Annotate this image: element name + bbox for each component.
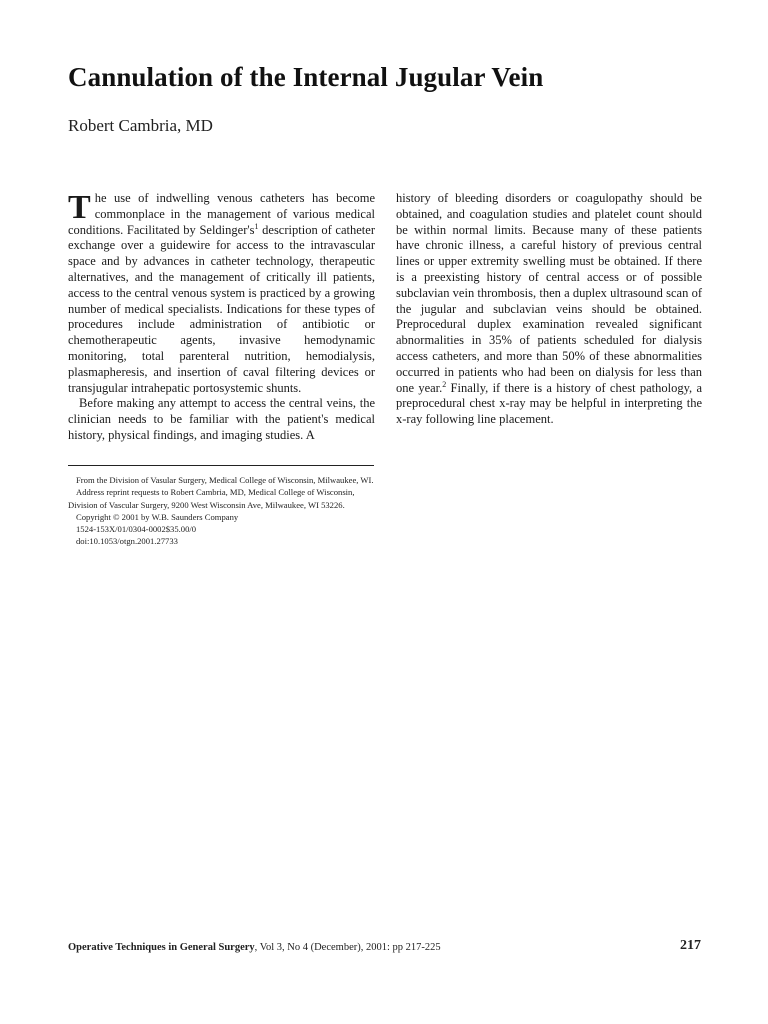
journal-name: Operative Techniques in General Surgery: [68, 942, 255, 953]
footnote-affiliation: From the Division of Vasular Surgery, Medical College of Wisconsin, Milwaukee, WI.: [76, 475, 374, 485]
paragraph-preparation-start: Before making any attempt to access the central veins, the clinician needs to be familiar with the patient's medical history, physical findings, and imaging studies. A: [68, 396, 375, 442]
author-name: Robert Cambria, MD: [68, 116, 213, 135]
article-title: Cannulation of the Internal Jugular Vein: [68, 62, 544, 92]
drop-cap: T: [68, 189, 91, 226]
footnote-divider: [68, 465, 374, 466]
footnote-copyright: Copyright © 2001 by W.B. Saunders Company: [76, 511, 239, 522]
footnote-block: [68, 474, 375, 548]
page-number: 217: [680, 938, 701, 953]
paragraph-intro-text-a: he use of indwelling venous catheters has become commonplace in the management of various medical conditions. Facilitated by Seldinger's: [68, 191, 375, 237]
footnote-issn: 1524-153X/01/0304-0002$35.00/0: [76, 524, 197, 535]
footnote-reprint: Address reprint requests to Robert Cambria, MD, Medical College of Wisconsin, Division of Vascular Surgery, 9200 West Wisconsin Ave, Milwaukee, WI 53226.: [68, 487, 355, 510]
reference-superscript: 1: [254, 221, 259, 231]
footnote-doi: doi:10.1053/otgn.2001.27733: [76, 536, 178, 547]
paragraph-preparation-text-b: history of bleeding disorders or coagulopathy should be obtained, and coagulation studies and platelet count should be within normal limits. Because many of these patients have chronic illness, a careful history of previous central lines or upper extremity swelling must be obtained. If there is a preexisting history of central access or of possible subclavian vein thrombosis, then a duplex ultrasound scan of the jugular and subclavian veins should be obtained. Preprocedural duplex examination revealed significant abnormalities in 35% of patients scheduled for dialysis access catheters, and more than 50% of these abnormalities occurred in patients who had been on dialysis for less than one year.: [396, 191, 702, 395]
reference-superscript: 2: [442, 379, 447, 389]
paragraph-intro-text-b: description of catheter exchange over a guidewire for access to the intravascular space and by advances in catheter technology, therapeutic alternatives, and the management of critically ill patients, access to the central venous system is practiced by a growing number of medical specialists. Indications for these types of procedures include administration of antibiotic or chemotherapeutic agents, invasive hemodynamic monitoring, total parenteral nutrition, hemodialysis, plasmapheresis, and insertion of caval filtering devices or transjugular intrahepatic portosystemic shunts.: [68, 222, 375, 395]
body-column-right: [396, 191, 702, 428]
journal-footer: [68, 942, 441, 953]
paragraph-preparation-cont: [396, 191, 702, 428]
journal-citation: , Vol 3, No 4 (December), 2001: pp 217-225: [254, 942, 441, 953]
body-column-left: [68, 191, 375, 444]
paragraph-intro: [68, 191, 375, 396]
paragraph-preparation-text-c: Finally, if there is a history of chest pathology, a preprocedural chest x-ray may be helpful in interpreting the x-ray following line placement.: [396, 380, 702, 427]
